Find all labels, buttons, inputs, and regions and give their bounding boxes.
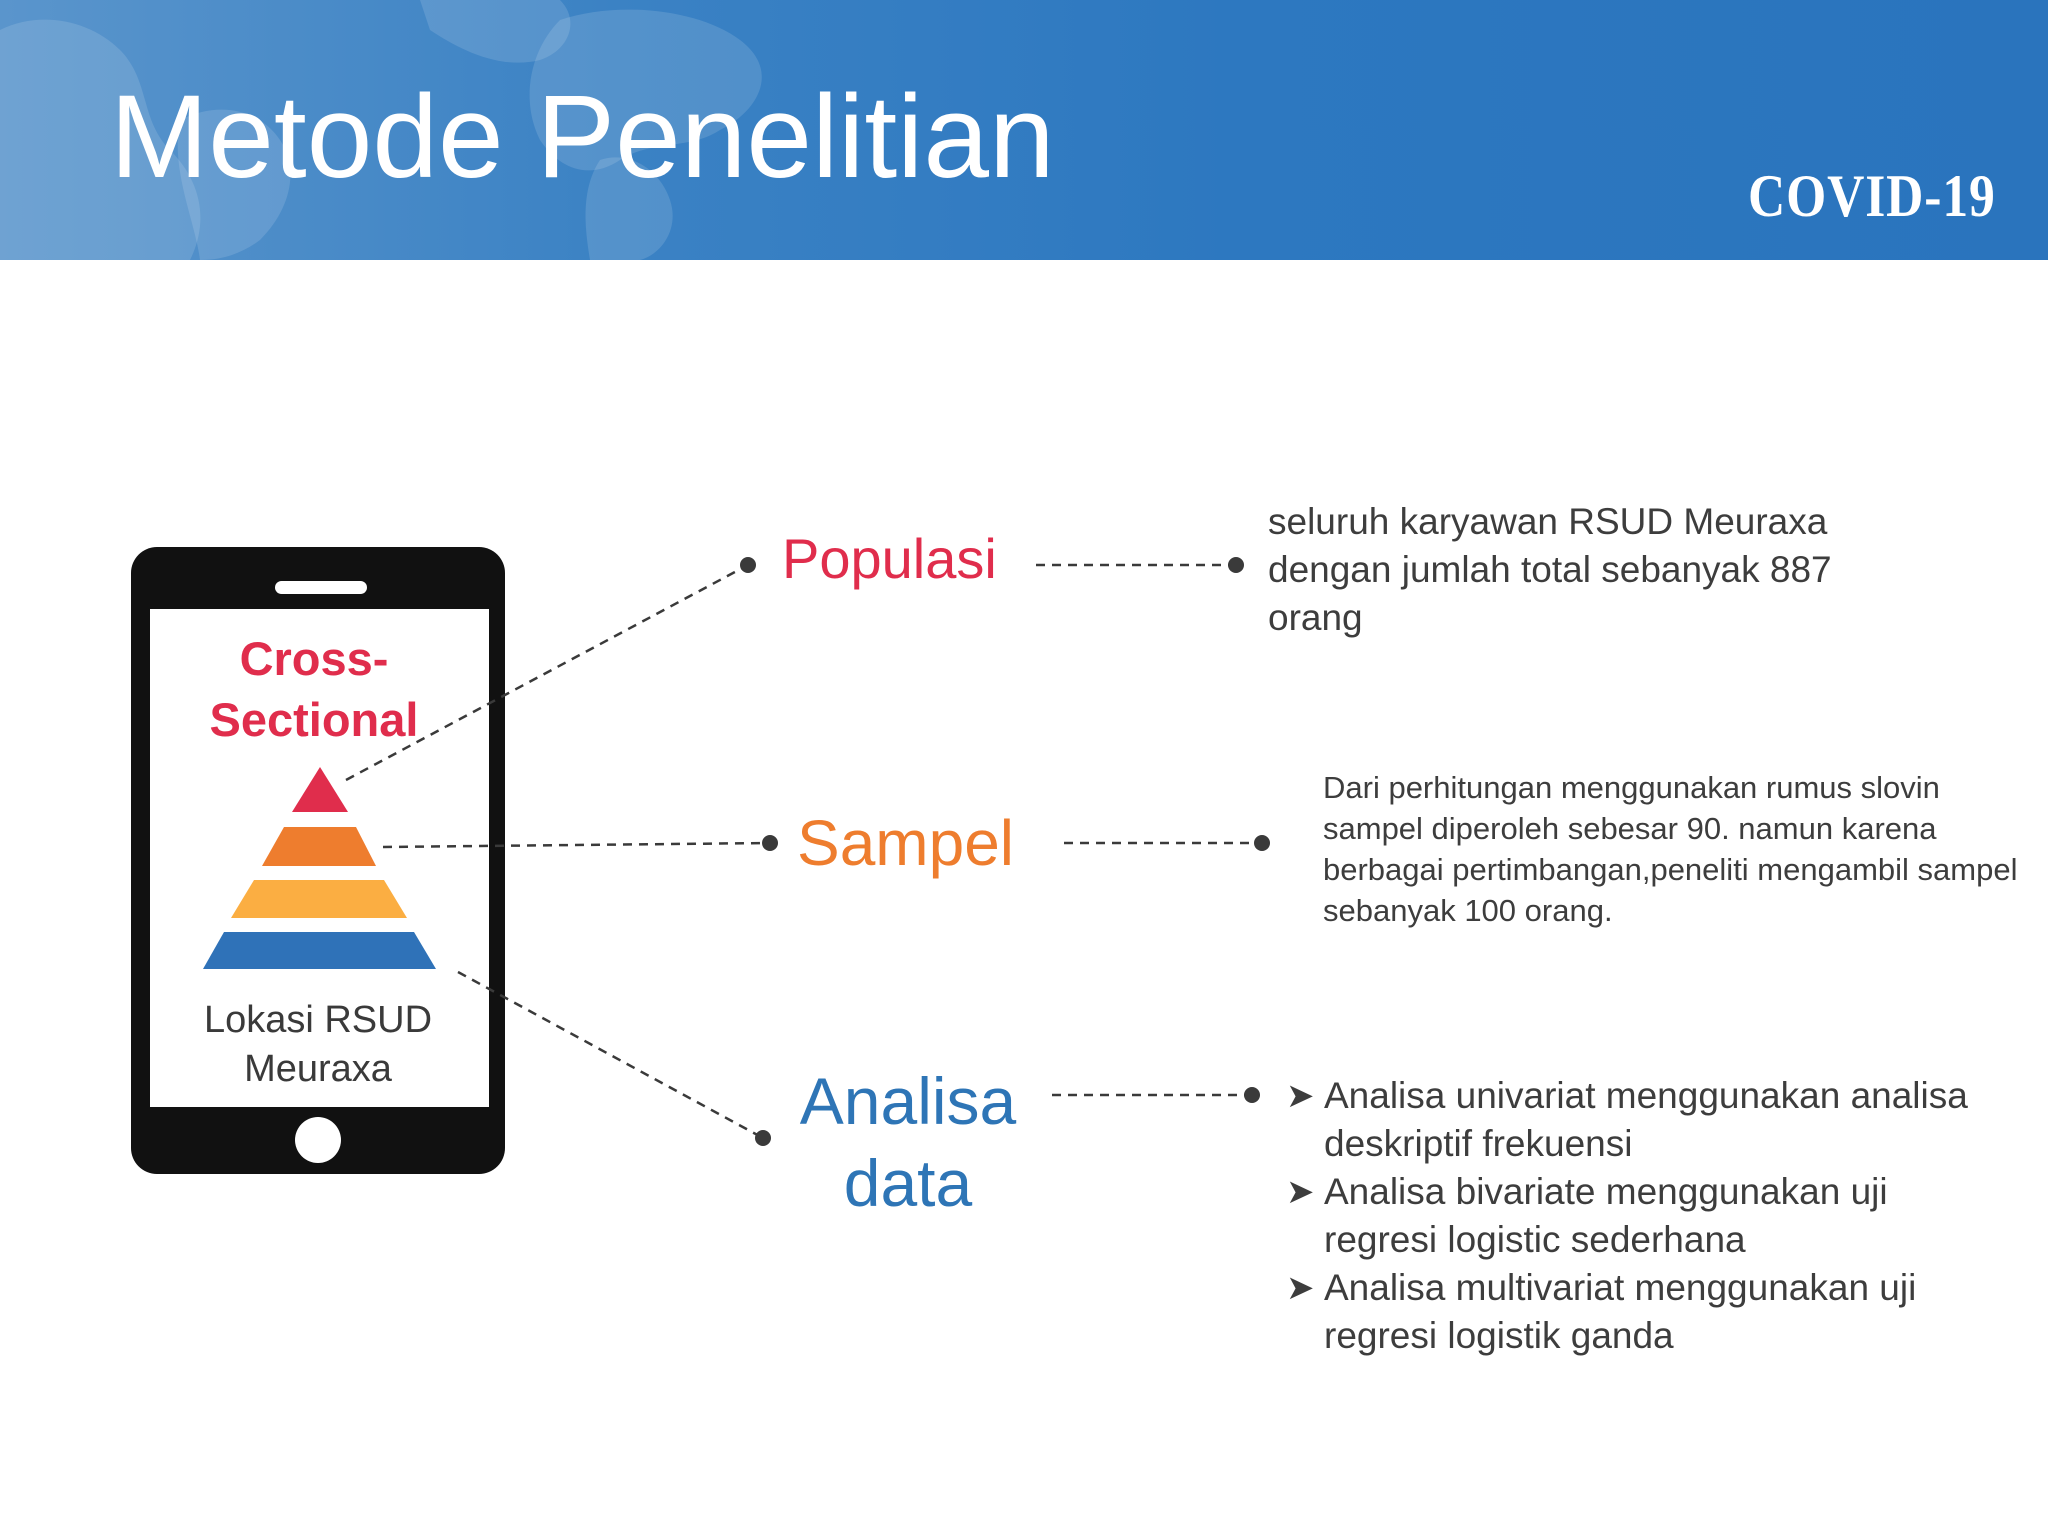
dot-populasi-left (740, 557, 756, 573)
sampel-label: Sampel (797, 807, 1014, 879)
list-item (1286, 1072, 2006, 1168)
page-title: Metode Penelitian (110, 71, 1055, 203)
list-item (1286, 1168, 2006, 1264)
dot-populasi-right (1228, 557, 1244, 573)
study-design-label: Cross-Sectional (209, 632, 419, 746)
pyramid-level-4 (203, 932, 436, 969)
dot-sampel-right (1254, 835, 1270, 851)
phone-home-button-icon (295, 1117, 341, 1163)
dot-analisa-right (1244, 1087, 1260, 1103)
pyramid-level-3 (231, 880, 407, 918)
bullet-text: Analisa univariat menggunakan analisa deskriptif frekuensi (1324, 1075, 1968, 1164)
arrow-bullet-icon: ➤ (1286, 1269, 1315, 1307)
covid-badge: COVID-19 (1748, 163, 1996, 229)
arrow-bullet-icon: ➤ (1286, 1173, 1315, 1211)
dot-sampel-left (762, 835, 778, 851)
phone-speaker-icon (275, 581, 367, 594)
sampel-description: Dari perhitungan menggunakan rumus slovin sampel diperoleh sebesar 90. namun karena berbagai pertimbangan,peneliti mengambil sampel sebanyak 100 orang. (1323, 770, 2018, 928)
analisa-bullet-list (1286, 1072, 2006, 1360)
populasi-description: seluruh karyawan RSUD Meuraxa dengan jumlah total sebanyak 887 orang (1268, 501, 1832, 638)
location-label: Lokasi RSUD Meuraxa (203, 999, 433, 1090)
list-item (1286, 1264, 2006, 1360)
populasi-label: Populasi (782, 527, 997, 590)
bullet-text: Analisa bivariate menggunakan uji regresi logistic sederhana (1324, 1171, 1888, 1260)
analisa-label: Analisa data (799, 1064, 1017, 1220)
bullet-text: Analisa multivariat menggunakan uji regresi logistik ganda (1324, 1267, 1917, 1356)
dot-analisa-left (755, 1130, 771, 1146)
arrow-bullet-icon: ➤ (1286, 1077, 1315, 1115)
